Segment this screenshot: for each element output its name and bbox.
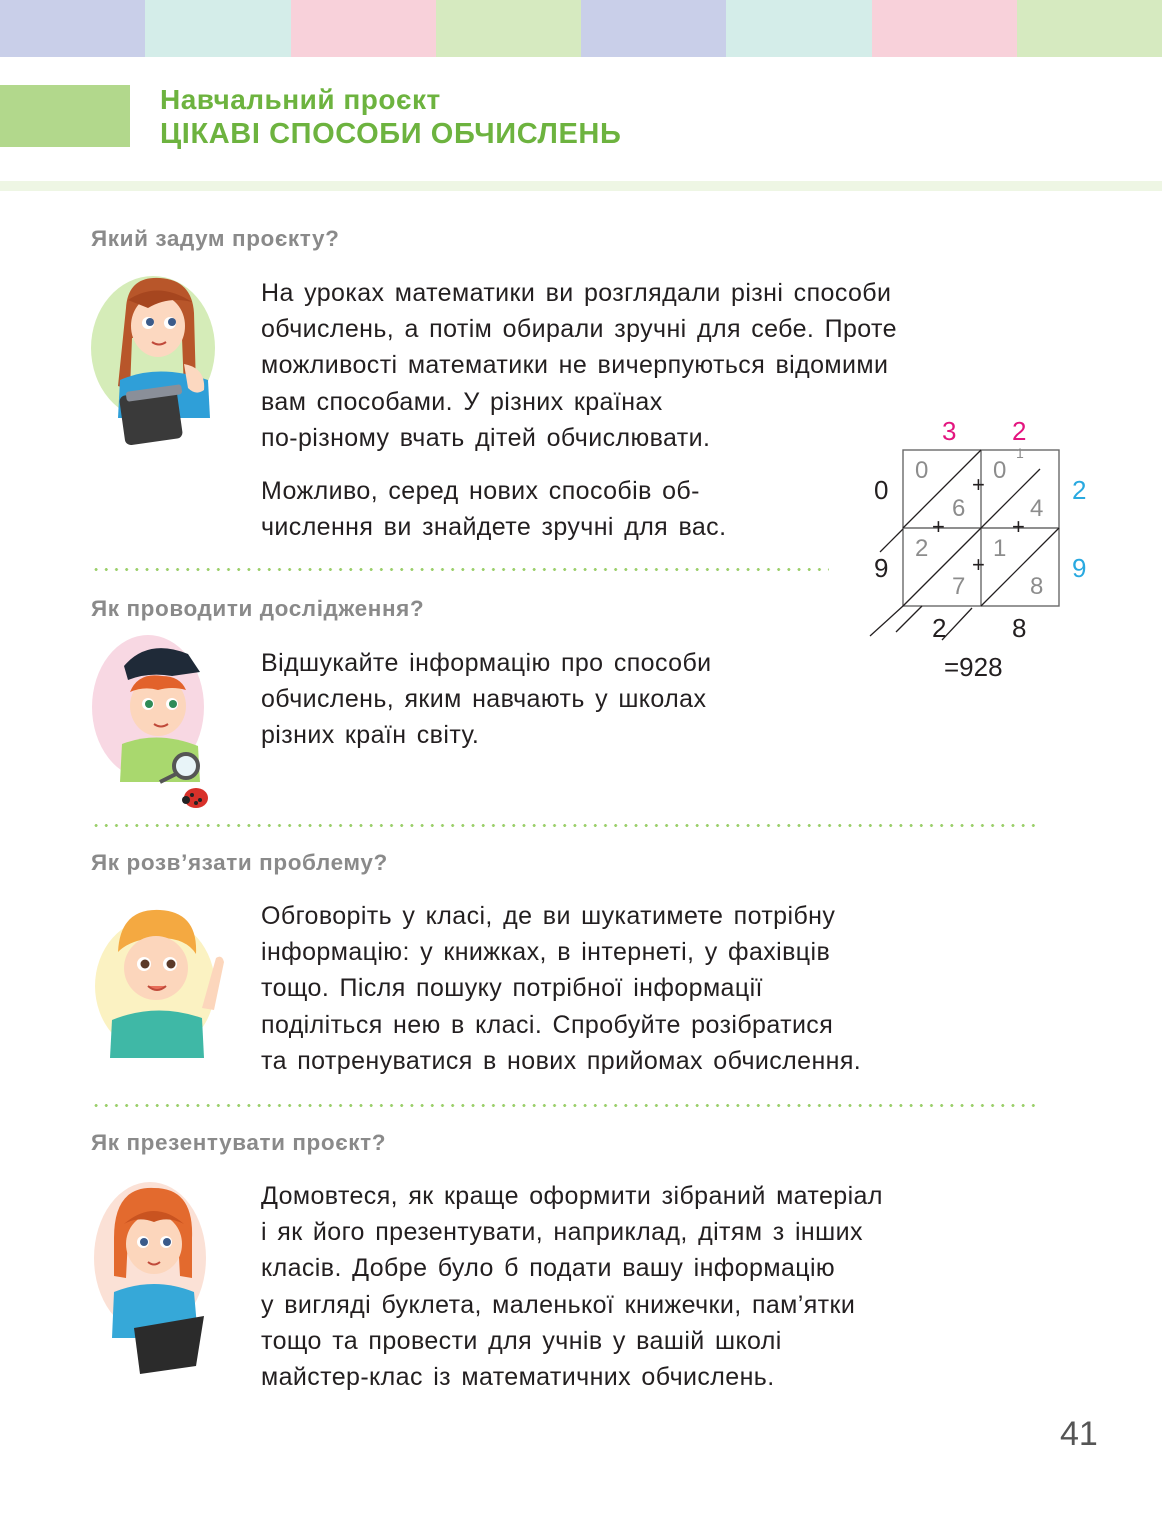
plus-sign: + — [972, 552, 985, 577]
carry-digit: 1 — [1016, 445, 1024, 461]
stripe — [1017, 0, 1162, 57]
top-digit: 2 — [1012, 416, 1027, 446]
plus-sign: + — [1012, 514, 1025, 539]
text-line: числення ви знайдете зручні для вас. — [261, 513, 727, 542]
page-number: 41 — [1060, 1415, 1098, 1453]
section-heading-research: Як проводити дослідження? — [91, 596, 425, 621]
text-line: обчислень, а потім обирали зручні для себе. Проте — [261, 315, 897, 344]
girl-thinking-illustration — [88, 268, 223, 468]
section-heading-presentation: Як презентувати проєкт? — [91, 1130, 387, 1155]
text-line: поділіться нею в класі. Спробуйте розібратися — [261, 1010, 834, 1039]
text-line: різних країн світу. — [261, 721, 480, 750]
lattice-diagonals — [870, 450, 1059, 640]
title-line-2: ЦІКАВІ СПОСОБИ ОБЧИСЛЕНЬ — [160, 118, 622, 150]
cell-tens-digit: 2 — [915, 535, 929, 562]
text-line: На уроках математики ви розглядали різні способи — [261, 279, 892, 307]
text-line: тощо та провести для учнів у вашій школі — [261, 1326, 782, 1355]
right-digit: 2 — [1072, 475, 1087, 505]
header-color-stripes — [0, 0, 1162, 57]
text-line: тощо. Після пошуку потрібної інформації — [261, 974, 763, 1003]
title-line-1: Навчальний проєкт — [160, 84, 441, 115]
bottom-sum-digit: 2 — [932, 613, 947, 643]
text-line: Обговоріть у класі, де ви шукатимете потрібну — [261, 902, 836, 930]
section-heading-idea: Який задум проєкту? — [91, 226, 340, 251]
stripe — [726, 0, 871, 57]
cell-ones-digit: 6 — [952, 495, 966, 522]
right-digit: 9 — [1072, 553, 1087, 583]
stripe — [872, 0, 1017, 57]
text-line: у вигляді буклета, маленької книжечки, пам’ятки — [261, 1290, 856, 1319]
cell-tens-digit: 1 — [993, 535, 1007, 562]
text-line: та потренуватися в нових прийомах обчислення. — [261, 1046, 862, 1075]
text-line: інформацію: у книжках, в інтернеті, у фахівців — [261, 938, 831, 967]
section-divider — [91, 1104, 1041, 1107]
cell-tens-digit: 0 — [915, 457, 929, 484]
title-accent-block — [0, 85, 130, 147]
cell-ones-digit: 8 — [1030, 573, 1044, 600]
result: =928 — [944, 652, 1003, 682]
section-idea-text-2 — [261, 473, 726, 545]
section-heading-problem: Як розв’язати проблему? — [91, 850, 388, 875]
section-research-text — [261, 645, 712, 754]
text-line: і як його презентувати, наприклад, дітям з інших — [261, 1218, 863, 1247]
left-sum-digit: 0 — [874, 475, 889, 505]
bottom-sum-digit: 8 — [1012, 613, 1027, 643]
stripe — [436, 0, 581, 57]
stripe — [581, 0, 726, 57]
text-line: можливості математики не вичерпуються відомими — [261, 351, 889, 380]
stripe — [145, 0, 290, 57]
plus-sign: + — [972, 472, 985, 497]
girl-laptop-illustration — [88, 1178, 228, 1378]
boy-pointing-illustration — [90, 898, 230, 1063]
lattice-multiplication-diagram — [860, 408, 1100, 698]
cell-ones-digit: 7 — [952, 573, 966, 600]
cell-tens-digit: 0 — [993, 457, 1007, 484]
stripe — [0, 0, 145, 57]
section-presentation-text — [261, 1178, 883, 1395]
page-title — [160, 82, 621, 152]
text-line: по-різному вчать дітей обчислювати. — [261, 423, 711, 452]
plus-sign: + — [932, 514, 945, 539]
left-sum-digit: 9 — [874, 553, 889, 583]
top-digit: 3 — [942, 416, 957, 446]
section-idea-text — [261, 275, 897, 456]
text-line: класів. Добре було б подати вашу інформацію — [261, 1254, 836, 1283]
boy-magnifier-illustration — [88, 632, 223, 822]
section-problem-text — [261, 898, 861, 1079]
title-divider — [0, 181, 1162, 191]
text-line: Відшукайте інформацію про способи — [261, 649, 712, 677]
stripe — [291, 0, 436, 57]
text-line: майстер-клас із математичних обчислень. — [261, 1363, 775, 1392]
text-line: обчислень, яким навчають у школах — [261, 685, 707, 714]
text-line: Домовтеся, як краще оформити зібраний матеріал — [261, 1182, 883, 1210]
section-divider — [91, 824, 1041, 827]
cell-ones-digit: 4 — [1030, 495, 1044, 522]
section-divider — [91, 568, 829, 571]
text-line: Можливо, серед нових способів об- — [261, 477, 700, 505]
text-line: вам способами. У різних країнах — [261, 387, 663, 416]
